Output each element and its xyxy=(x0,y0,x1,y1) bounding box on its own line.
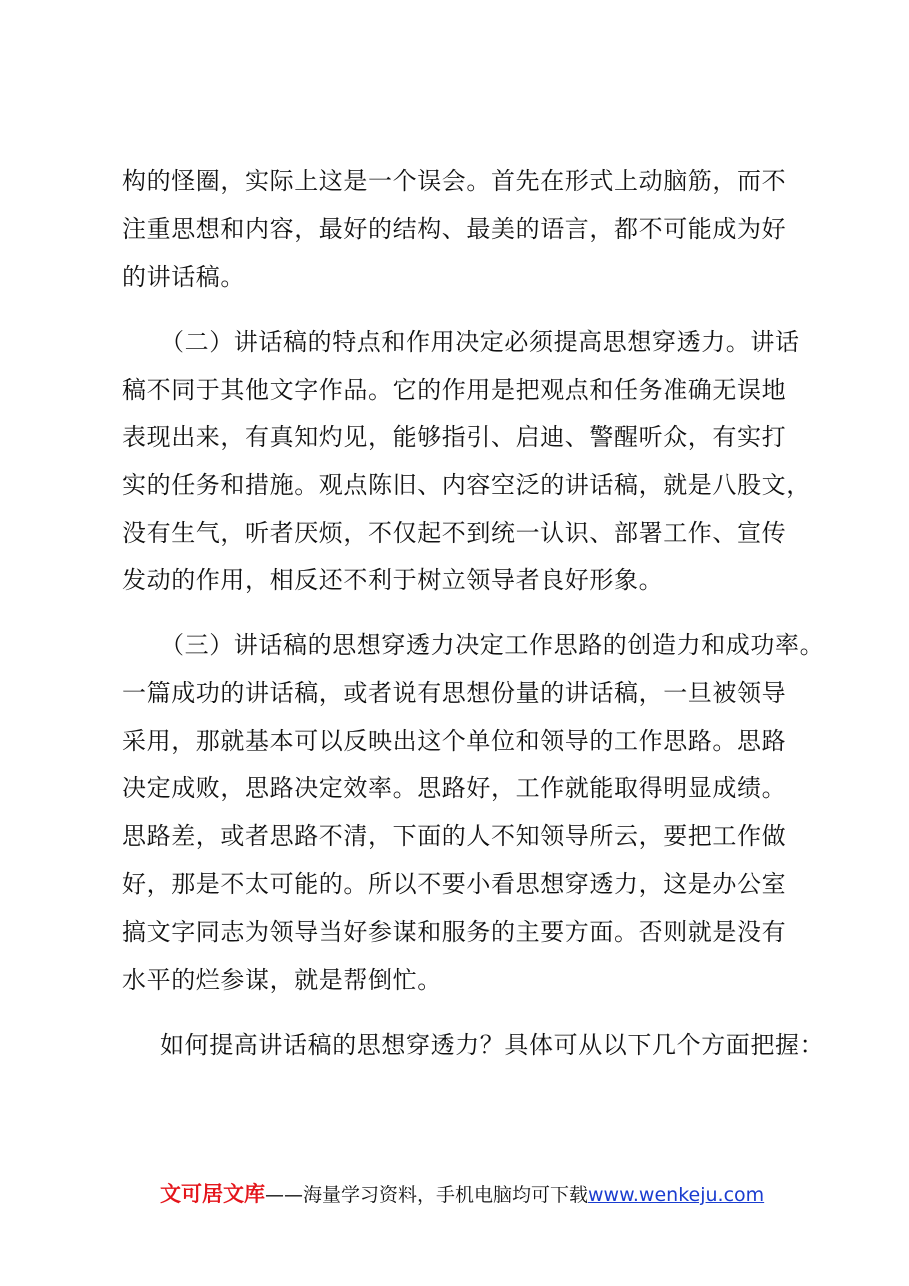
paragraph-line: （三）讲话稿的思想穿透力决定工作思路的创造力和成功率。 xyxy=(160,631,825,659)
paragraph-line: 发动的作用，相反还不利于树立领导者良好形象。 xyxy=(122,566,664,594)
paragraph-line: 如何提高讲话稿的思想穿透力？具体可从以下几个方面把握： xyxy=(160,1031,825,1059)
footer-slogan: ——海量学习资料，手机电脑均可下载 xyxy=(265,1184,589,1206)
paragraph-line: 搞文字同志为领导当好参谋和服务的主要方面。否则就是没有 xyxy=(122,918,787,946)
paragraph-line: 稿不同于其他文字作品。它的作用是把观点和任务准确无误地 xyxy=(122,376,787,404)
paragraph-line: 一篇成功的讲话稿，或者说有思想份量的讲话稿，一旦被领导 xyxy=(122,679,787,707)
paragraph-line: 表现出来，有真知灼见，能够指引、启迪、警醒听众，有实打 xyxy=(122,423,787,451)
paragraph-line: 的讲话稿。 xyxy=(122,263,245,291)
paragraph-line: 构的怪圈，实际上这是一个误会。首先在形式上动脑筋，而不 xyxy=(122,167,787,195)
paragraph-line: 采用，那就基本可以反映出这个单位和领导的工作思路。思路 xyxy=(122,727,787,755)
paragraph-line: 思路差，或者思路不清，下面的人不知领导所云，要把工作做 xyxy=(122,822,787,850)
paragraph-line: 没有生气，听者厌烦，不仅起不到统一认识、部署工作、宣传 xyxy=(122,519,787,547)
paragraph-line: 水平的烂参谋，就是帮倒忙。 xyxy=(122,966,442,994)
footer-brand: 文可居文库 xyxy=(160,1182,265,1206)
paragraph-line: 好，那是不太可能的。所以不要小看思想穿透力，这是办公室 xyxy=(122,870,787,898)
paragraph-line: 决定成败，思路决定效率。思路好，工作就能取得明显成绩。 xyxy=(122,774,787,802)
footer-banner xyxy=(160,1181,800,1208)
paragraph-line: （二）讲话稿的特点和作用决定必须提高思想穿透力。讲话 xyxy=(160,328,800,356)
paragraph-line: 实的任务和措施。观点陈旧、内容空泛的讲话稿，就是八股文， xyxy=(122,471,811,499)
paragraph-line: 注重思想和内容，最好的结构、最美的语言，都不可能成为好 xyxy=(122,215,787,243)
footer-website-link[interactable]: www.wenkeju.com xyxy=(588,1184,765,1206)
